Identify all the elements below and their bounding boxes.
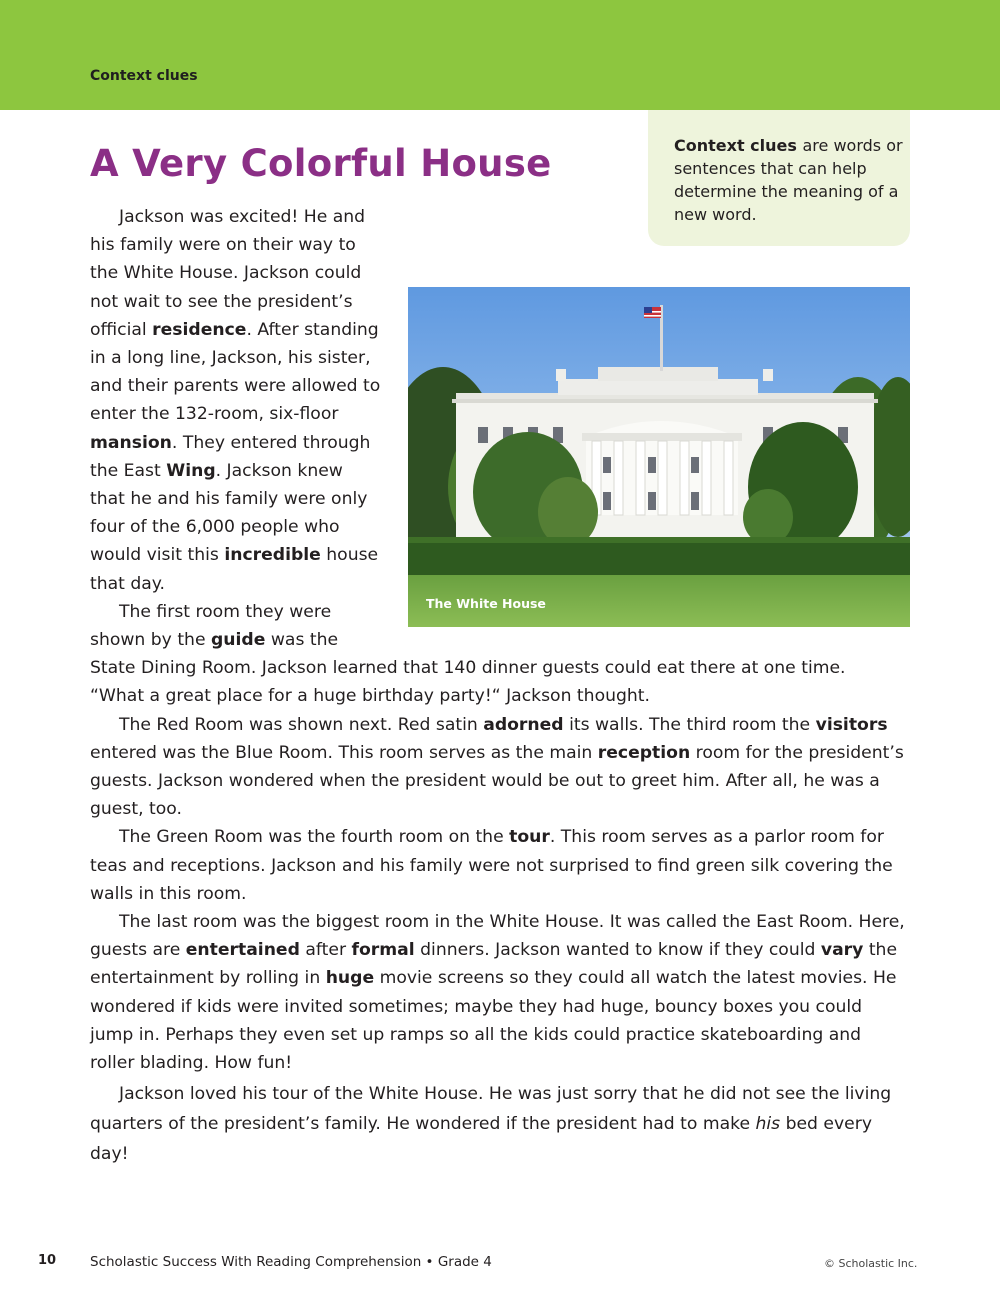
text-run: The first room they were shown by the [90,601,332,651]
vocab-word-visitors: visitors [815,714,888,735]
text-run: room for the president’s guests. Jackson wondered when the president would be out to greet him. After all, he was a guest, too. [90,742,904,820]
text-run: . They entered through the East [90,432,371,481]
photo-caption: The White House [426,595,546,611]
emphasized-word: his [755,1114,781,1135]
vocab-word-adorned: adorned [483,714,564,735]
story-paragraph-5 [90,823,910,908]
text-run: house that day. [90,545,379,594]
vocab-word-entertained: entertained [185,940,300,961]
text-run: Jackson was excited! He and his family were on their way to the White House. Jackson could not wait to see the president’s official [90,207,366,340]
text-run: . This room serves as a parlor room for teas and receptions. Jackson and his family were not surprised to find green silk covering the walls in this room. [90,827,893,904]
callout-term: Context clues [674,136,797,155]
vocab-word-huge: huge [325,968,375,989]
text-run: The Green Room was the fourth room on the [119,827,510,848]
text-run: dinners. Jackson wanted to know if they could [414,940,821,961]
vocab-word-formal: formal [351,940,415,961]
text-run: . After standing in a long line, Jackson, his sister, and their parents were allowed to enter the 132-room, six-floor [90,319,381,425]
text-run: entered was the Blue Room. This room serves as the main [90,742,598,763]
vocab-word-mansion: mansion [90,432,172,453]
white-house-photo [408,287,910,627]
text-run: The last room was the biggest room in the White House. It was called the East Room. Here, guests are [90,912,905,961]
white-house-illustration [408,287,910,627]
page-number: 10 [38,1253,57,1268]
vocab-word-wing: Wing [166,460,216,481]
story-paragraph-6 [90,908,910,1077]
story-paragraph-7 [90,1079,910,1169]
page-title: A Very Colorful House [90,142,552,185]
header-band [0,0,1000,110]
text-run: Jackson loved his tour of the White House. He was just sorry that he did not see the living quarters of the president’s family. He wondered if the president had to make [90,1084,892,1135]
story-paragraph-4 [90,711,910,824]
vocab-word-residence: residence [152,319,247,340]
text-run: was the State Dining Room. Jackson learned that 140 dinner guests could eat there at one time. [90,630,846,679]
callout-definition: are words or sentences that can help determine the meaning of a new word. [674,136,903,224]
text-run: bed every day! [90,1114,872,1165]
text-run: the entertainment by rolling in [90,940,898,989]
story-paragraph-3: “What a great place for a huge birthday party!“ Jackson thought. [90,686,650,707]
vocab-word-reception: reception [597,742,691,763]
text-run: after [299,940,352,961]
book-title: Scholastic Success With Reading Comprehension • Grade 4 [90,1254,492,1270]
topic-label: Context clues [90,68,198,84]
vocab-word-incredible: incredible [224,545,321,566]
vocab-word-tour: tour [509,827,550,848]
vocab-word-guide: guide [211,630,266,651]
text-run: movie screens so they could all watch the latest movies. He wondered if kids were invited sometimes; maybe they had huge, bouncy boxes you could jump in. Perhaps they even set up ramps so all the kids could practice skateboarding and roller blading. How fun! [90,968,897,1074]
text-run: . Jackson knew that he and his family were only four of the 6,000 people who would visit this [90,460,368,566]
text-run: its walls. The third room the [563,714,816,735]
copyright: © Scholastic Inc. [824,1257,918,1270]
vocab-word-vary: vary [820,940,864,961]
text-run: The Red Room was shown next. Red satin [119,714,484,735]
story-text [90,203,910,1169]
